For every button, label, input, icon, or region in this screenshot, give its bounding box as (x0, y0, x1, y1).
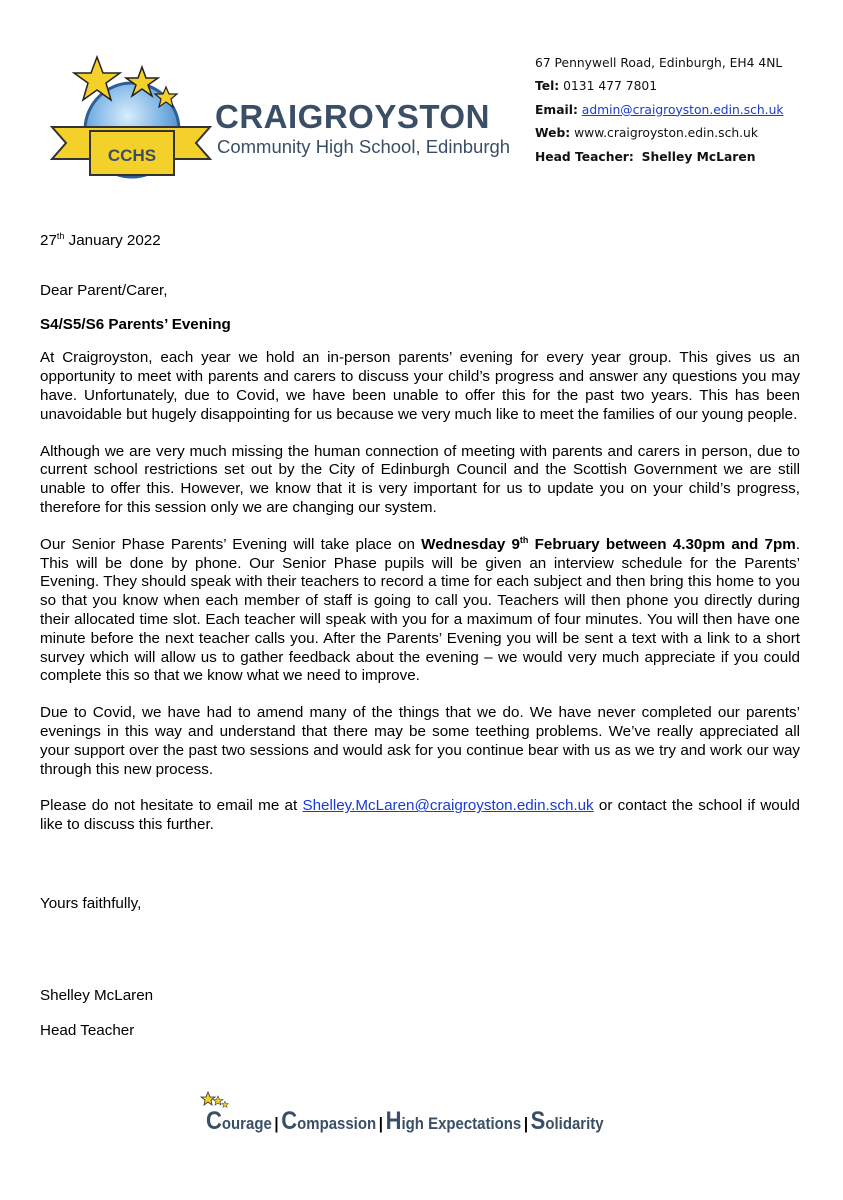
address: 67 Pennywell Road, Edinburgh, EH4 4NL (535, 56, 783, 70)
head-email-link[interactable]: Shelley.McLaren@craigroyston.edin.sch.uk (302, 797, 594, 815)
paragraph-4: Due to Covid, we have had to amend many of the things that we do. We have never completed our parents’ evenings in this way and understand that there may be some teething problems. We’ve really appreciated all your support over the past two sessions and would ask for you continue bear with us as we try and work our way through this new process. (40, 704, 800, 778)
school-motto: Courage | Compassion | High Expectations | Solidarity (206, 1107, 604, 1135)
signer-name: Shelley McLaren (40, 987, 154, 1004)
paragraph-3: Our Senior Phase Parents’ Evening will take place on Wednesday 9th February between 4.30pm and 7pm. This will be done by phone. Our Senior Phase pupils will be given an interview schedule for the Parents’ Evening. They should speak with their teachers to record a time for each subject and then bring this home to you so that you know when each member of staff is going to call you. Teachers will then phone you directly during their allocated time slot. Each teacher will speak with you for a maximum of four minutes. You will then have one minute before the next teacher calls you. After the Parents’ Evening you will be sent a text with a link to a short survey which will allow us to gather feedback about the evening – we would very much appreciate if you could complete this so that we know what we need to improve. (40, 534, 800, 685)
letter-body (40, 232, 800, 853)
contact-block (535, 52, 784, 169)
paragraph-5: Please do not hesitate to email me at Shelley.McLaren@craigroyston.edin.sch.uk or contact the school if would like to discuss this further. (40, 797, 800, 834)
website[interactable]: www.craigroyston.edin.sch.uk (574, 126, 758, 141)
signer-role: Head Teacher (40, 1022, 135, 1039)
letter-subject: S4/S5/S6 Parents’ Evening (40, 315, 231, 333)
paragraph-1: At Craigroyston, each year we hold an in-person parents’ evening for every year group. This gives us an opportunity to meet with parents and carers to discuss your child’s progress and answer any questions you may have. Unfortunately, due to Covid, we have been unable to offer this for the past two years. This has been unavoidable but hugely disappointing for us because we very much like to meet the families of our young people. (40, 349, 800, 423)
email-line: Email: admin@craigroyston.edin.sch.uk (535, 102, 784, 117)
star-icon (201, 1092, 215, 1105)
paragraph-2: Although we are very much missing the human connection of meeting with parents and carers in person, due to current school restrictions set out by the City of Edinburgh Council and the Scottish Government we are still unable to offer this. However, we know that it is very important for us to update you on your child’s progress, therefore for this session only we are changing our system. (40, 442, 800, 516)
event-date: Wednesday 9th February between 4.30pm and 7pm (421, 534, 796, 553)
closing: Yours faithfully, (40, 895, 142, 912)
school-subtitle: Community High School, Edinburgh (217, 136, 511, 157)
tel-line: Tel: 0131 477 7801 (535, 79, 658, 94)
head-teacher-line: Head Teacher: Shelley McLaren (535, 149, 756, 164)
greeting: Dear Parent/Carer, (40, 281, 168, 299)
school-email-link[interactable]: admin@craigroyston.edin.sch.uk (581, 102, 784, 117)
school-name: CRAIGROYSTON (215, 98, 490, 135)
web-line: Web: www.craigroyston.edin.sch.uk (535, 126, 758, 141)
badge-text: CCHS (107, 146, 157, 165)
letter-date: 27th January 2022 (40, 230, 161, 249)
